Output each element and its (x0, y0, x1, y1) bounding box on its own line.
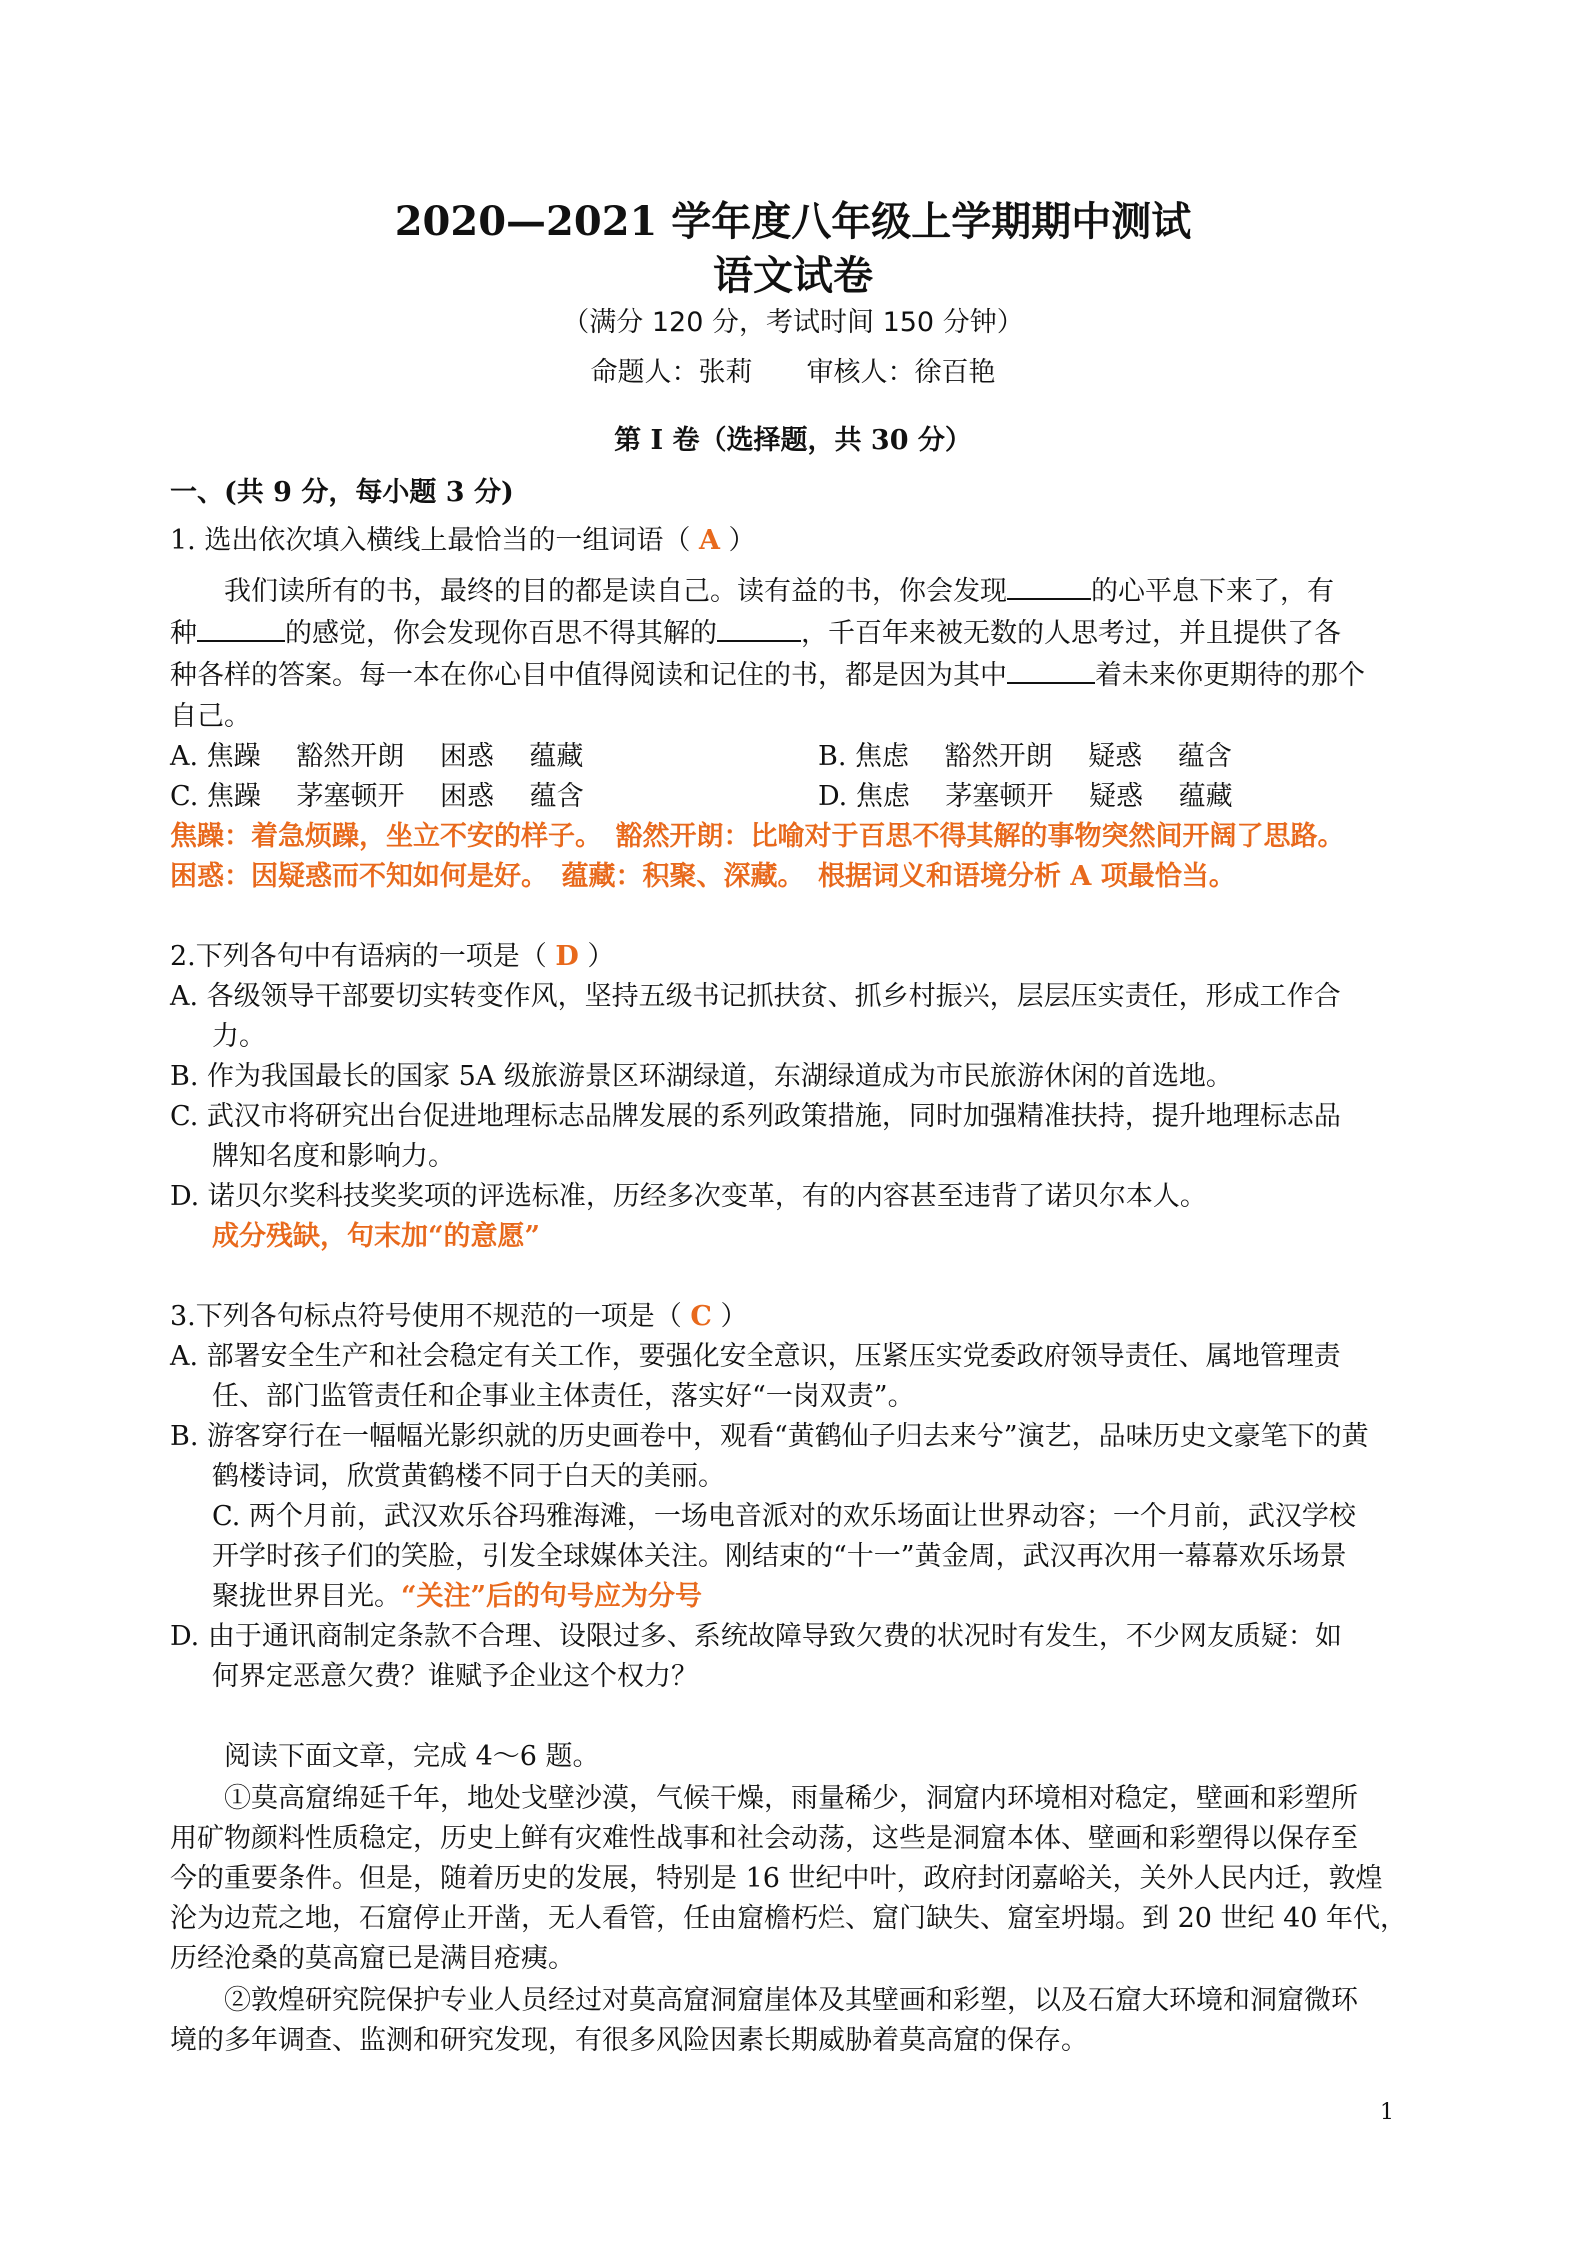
reading-paragraph-2: ②敦煌研究院保护专业人员经过对莫高窟洞窟崖体及其壁画和彩塑，以及石窟大环境和洞窟微环 (224, 1985, 1358, 2016)
q1-option-c: C. 焦躁 茅塞顿开 困惑 蕴含 (170, 781, 584, 812)
section-title: 第 I 卷（选择题，共 30 分） (614, 425, 972, 456)
q1-passage-line: 种各样的答案。每一本在你心目中值得阅读和记住的书，都是因为其中 着未来你更期待的那个 (170, 656, 1365, 695)
reading-paragraph-1: 沦为边荒之地，石窟停止开凿，无人看管，任由窟檐朽烂、窟门缺失、窟室坍塌。到 20 世纪 40 年代， (170, 1903, 1408, 1934)
q2-option-b: B. 作为我国最长的国家 5A 级旅游景区环湖绿道，东湖绿道成为市民旅游休闲的首选地。 (170, 1061, 1233, 1092)
q1-explanation: 困惑：因疑惑而不知如何是好。 蕴藏：积聚、深藏。 根据词义和语境分析 A 项最恰当。 (170, 861, 1236, 892)
reading-intro: 阅读下面文章，完成 4～6 题。 (224, 1741, 600, 1772)
q2-answer: D (555, 941, 579, 972)
q2-option-c: C. 武汉市将研究出台促进地理标志品牌发展的系列政策措施，同时加强精准扶持，提升地理标志品 (170, 1101, 1341, 1132)
q1-passage-line: 自己。 (170, 701, 251, 732)
q3-option-d-cont: 何界定恶意欠费？谁赋予企业这个权力？ (212, 1661, 698, 1692)
part1-heading: 一、(共 9 分，每小题 3 分) (170, 477, 514, 508)
q3-option-d: D. 由于通讯商制定条款不合理、设限过多、系统故障导致欠费的状况时有发生，不少网友质疑：如 (170, 1621, 1342, 1652)
q2-explanation: 成分残缺，句末加“的意愿” (212, 1221, 541, 1252)
exam-authors: 命题人：张莉 审核人：徐百艳 (590, 357, 996, 388)
q3-option-c-cont: 开学时孩子们的笑脸，引发全球媒体关注。刚结束的“十一”黄金周，武汉再次用一幕幕欢乐场景 (212, 1541, 1347, 1572)
q2-option-d: D. 诺贝尔奖科技奖奖项的评选标准，历经多次变革，有的内容甚至违背了诺贝尔本人。 (170, 1181, 1207, 1212)
q3-option-b-cont: 鹤楼诗词，欣赏黄鹤楼不同于白天的美丽。 (212, 1461, 725, 1492)
q3-option-c-cont: 聚拢世界目光。“关注”后的句号应为分号 (212, 1581, 703, 1612)
exam-info: （满分 120 分，考试时间 150 分钟） (562, 307, 1024, 338)
exam-subject: 语文试卷 (713, 252, 873, 299)
q1-passage-line: 我们读所有的书，最终的目的都是读自己。读有益的书，你会发现 的心平息下来了，有 (224, 572, 1334, 611)
q1-option-a: A. 焦躁 豁然开朗 困惑 蕴藏 (170, 741, 584, 772)
reading-paragraph-2: 境的多年调查、监测和研究发现，有很多风险因素长期威胁着莫高窟的保存。 (170, 2025, 1088, 2056)
reading-paragraph-1: 用矿物颜料性质稳定，历史上鲜有灾难性战事和社会动荡，这些是洞窟本体、壁画和彩塑得以保存至 (170, 1823, 1358, 1854)
exam-title: 2020—2021 学年度八年级上学期期中测试 (394, 198, 1192, 245)
q3-stem: 3.下列各句标点符号使用不规范的一项是（ C ） (170, 1301, 748, 1332)
q1-option-b: B. 焦虑 豁然开朗 疑惑 蕴含 (818, 741, 1232, 772)
q1-passage-line: 种 的感觉，你会发现你百思不得其解的 ，千百年来被无数的人思考过，并且提供了各 (170, 614, 1341, 653)
q1-option-d: D. 焦虑 茅塞顿开 疑惑 蕴藏 (818, 781, 1233, 812)
reading-paragraph-1: ①莫高窟绵延千年，地处戈壁沙漠，气候干燥，雨量稀少，洞窟内环境相对稳定，壁画和彩塑所 (224, 1783, 1358, 1814)
q2-stem: 2.下列各句中有语病的一项是（ D ） (170, 941, 615, 972)
q2-option-a: A. 各级领导干部要切实转变作风，坚持五级书记抓扶贫、抓乡村振兴，层层压实责任，形成工作合 (170, 981, 1341, 1012)
q3-explanation: “关注”后的句号应为分号 (401, 1581, 703, 1612)
q3-option-a: A. 部署安全生产和社会稳定有关工作，要强化安全意识，压紧压实党委政府领导责任、属地管理责 (170, 1341, 1341, 1372)
reading-paragraph-1: 历经沧桑的莫高窟已是满目疮痍。 (170, 1943, 575, 1974)
q3-option-a-cont: 任、部门监管责任和企事业主体责任，落实好“一岗双责”。 (212, 1381, 915, 1412)
q2-option-c-cont: 牌知名度和影响力。 (212, 1141, 455, 1172)
q3-answer: C (690, 1301, 712, 1332)
q1-explanation: 焦躁：着急烦躁，坐立不安的样子。 豁然开朗：比喻对于百思不得其解的事物突然间开阔了思路。 (170, 821, 1345, 852)
reading-paragraph-1: 今的重要条件。但是，随着历史的发展，特别是 16 世纪中叶，政府封闭嘉峪关，关外人民内迁，敦煌 (170, 1863, 1383, 1894)
page-number: 1 (1380, 2100, 1394, 2125)
q3-option-c: C. 两个月前，武汉欢乐谷玛雅海滩，一场电音派对的欢乐场面让世界动容；一个月前，武汉学校 (212, 1501, 1356, 1532)
q1-stem: 1. 选出依次填入横线上最恰当的一组词语（ A ） (170, 525, 756, 556)
q2-option-a-cont: 力。 (212, 1021, 266, 1052)
q3-option-b: B. 游客穿行在一幅幅光影织就的历史画卷中，观看“黄鹤仙子归去来兮”演艺，品味历史文豪笔下的黄 (170, 1421, 1369, 1452)
q1-answer: A (698, 525, 720, 556)
